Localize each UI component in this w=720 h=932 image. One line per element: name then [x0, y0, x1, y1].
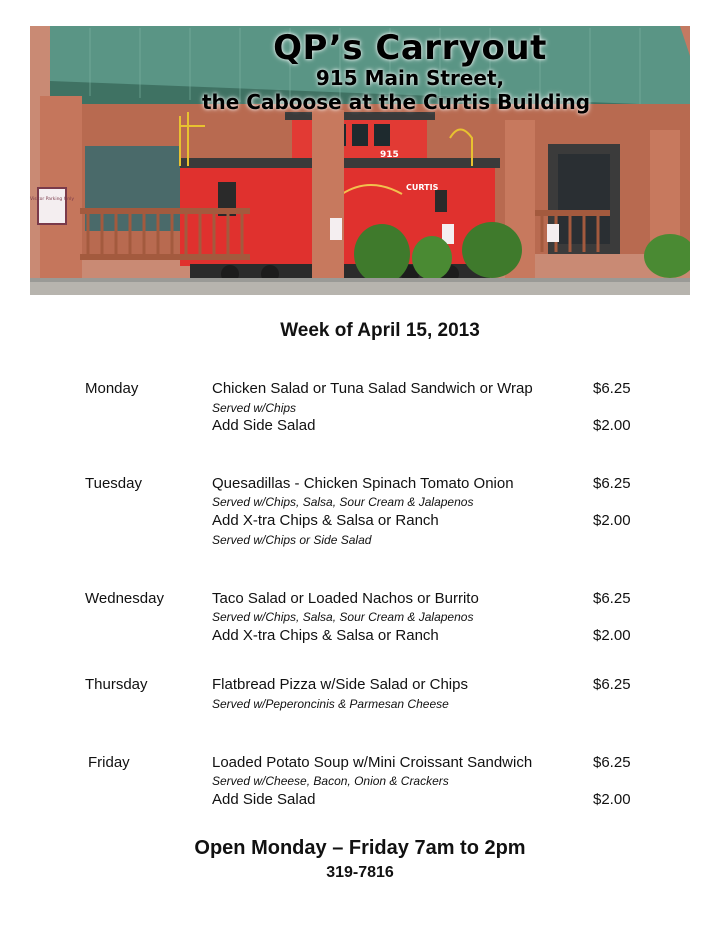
caboose-number: 915 — [380, 150, 399, 160]
week-heading: Week of April 15, 2013 — [280, 320, 480, 341]
menu-item: Chicken Salad or Tuna Salad Sandwich or Wrap — [212, 380, 533, 397]
menu-note: Served w/Chips — [212, 401, 297, 415]
menu-item: Add Side Salad — [212, 417, 316, 434]
menu-item: Add Side Salad — [212, 791, 316, 808]
menu-item: Quesadillas - Chicken Spinach Tomato Onion — [212, 475, 514, 492]
menu-note: Served w/Chips or Side Salad — [212, 533, 372, 547]
menu-item: Loaded Potato Soup w/Mini Croissant Sandwich — [212, 754, 533, 771]
menu-price: $2.00 — [593, 791, 631, 808]
caboose-lettering: CURTIS — [406, 183, 439, 192]
address-line-1: 915 Main Street, — [315, 66, 505, 90]
opening-hours: Open Monday – Friday 7am to 2pm — [194, 837, 526, 859]
day-label: Monday — [85, 380, 139, 397]
menu-note: Served w/Cheese, Bacon, Onion & Crackers — [212, 774, 449, 788]
page-title: QP’s Carryout — [273, 28, 547, 68]
menu-price: $6.25 — [593, 590, 631, 607]
menu-price: $6.25 — [593, 676, 631, 693]
menu-item: Taco Salad or Loaded Nachos or Burrito — [212, 590, 479, 607]
menu-price: $2.00 — [593, 627, 631, 644]
day-label: Thursday — [85, 676, 148, 693]
caboose-photo — [30, 26, 690, 295]
menu-item: Flatbread Pizza w/Side Salad or Chips — [212, 676, 468, 693]
menu-item: Add X-tra Chips & Salsa or Ranch — [212, 627, 439, 644]
menu-note: Served w/Peperoncinis & Parmesan Cheese — [212, 697, 449, 711]
menu-price: $6.25 — [593, 475, 631, 492]
menu-note: Served w/Chips, Salsa, Sour Cream & Jalapenos — [212, 495, 474, 509]
day-label: Friday — [88, 754, 130, 771]
menu-price: $6.25 — [593, 380, 631, 397]
menu-price: $2.00 — [593, 417, 631, 434]
parking-sign: Visitor Parking Only — [30, 197, 75, 202]
menu-note: Served w/Chips, Salsa, Sour Cream & Jalapenos — [212, 610, 474, 624]
menu-item: Add X-tra Chips & Salsa or Ranch — [212, 512, 439, 529]
address-line-2: the Caboose at the Curtis Building — [201, 90, 591, 114]
day-label: Tuesday — [85, 475, 142, 492]
menu-price: $2.00 — [593, 512, 631, 529]
menu-price: $6.25 — [593, 754, 631, 771]
day-label: Wednesday — [85, 590, 164, 607]
phone-number: 319-7816 — [326, 864, 394, 881]
